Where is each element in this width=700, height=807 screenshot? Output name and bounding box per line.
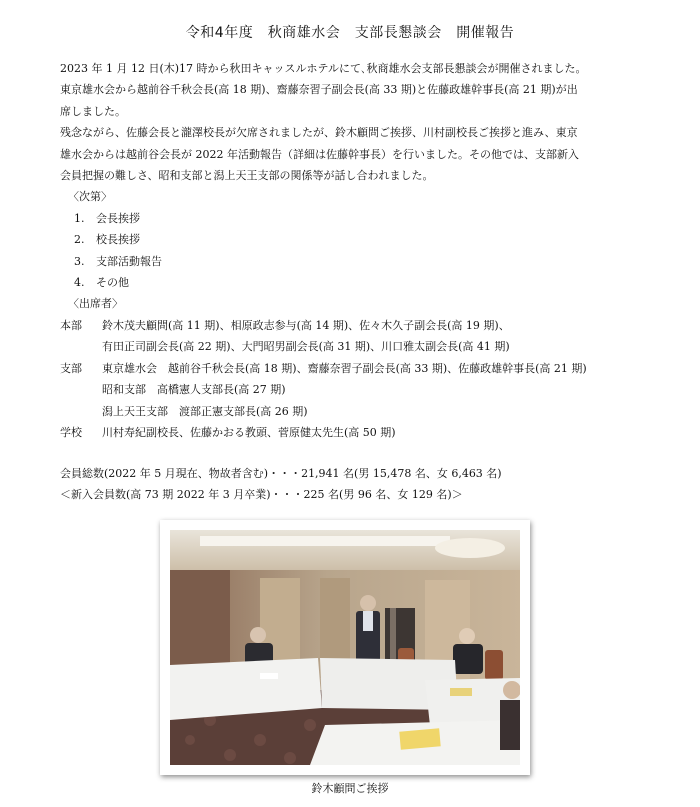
paragraph-line-1: 2023 年 1 月 12 日(木)17 時から秋田キャッスルホテルにて､秋商雄水会支部長懇談会が開催されました。 bbox=[60, 62, 587, 75]
attendee-category: 学校 bbox=[60, 425, 82, 439]
agenda-number: 4. bbox=[74, 276, 85, 290]
attendee-line: 有田正司副会長(高 22 期)、大門昭男副会長(高 31 期)、川口雅太副会長(高 41 期) bbox=[102, 340, 510, 354]
attendee-row-gakko bbox=[60, 422, 660, 443]
membership-stats bbox=[60, 463, 660, 505]
attendee-line: 昭和支部 高橋憲人支部長(高 27 期) bbox=[102, 383, 286, 397]
page-title: 令和4年度 秋商雄水会 支部長懇談会 開催報告 bbox=[185, 25, 515, 41]
paragraph-line-2: 東京雄水会から越前谷千秋会長(高 18 期)、齋藤奈習子副会長(高 33 期)と佐藤政雄幹事長(高 21 期)が出 bbox=[60, 83, 578, 97]
attendee-row-shibu bbox=[60, 358, 660, 379]
attendees-heading: 〈出席者〉 bbox=[68, 297, 123, 311]
agenda-number: 1. bbox=[74, 211, 85, 225]
photo-caption: 鈴木顧問ご挨拶 bbox=[311, 782, 389, 795]
photo-frame bbox=[160, 520, 530, 775]
agenda-number: 3. bbox=[74, 254, 85, 268]
agenda-item bbox=[60, 208, 660, 229]
attendee-category: 本部 bbox=[60, 318, 82, 332]
attendee-line: 潟上天王支部 渡部正憲支部長(高 26 期) bbox=[102, 404, 308, 418]
paragraph-line-3: 席しました。 bbox=[60, 104, 126, 118]
agenda-item bbox=[60, 229, 660, 250]
attendee-line: 川村寿紀副校長、佐藤かおる教頭、菅原健太先生(高 50 期) bbox=[102, 425, 396, 439]
attendee-line: 鈴木茂夫顧問(高 11 期)、相原政志参与(高 14 期)、佐々木久子副会長(高 19 期)、 bbox=[102, 318, 510, 332]
agenda-heading: 〈次第〉 bbox=[68, 190, 112, 204]
attendee-line: 東京雄水会 越前谷千秋会長(高 18 期)、齋藤奈習子副会長(高 33 期)、佐藤政雄幹事長(高 21 期) bbox=[102, 361, 587, 375]
attendee-row-honbu bbox=[60, 315, 660, 336]
agenda-label: 支部活動報告 bbox=[96, 254, 162, 268]
meeting-photo bbox=[170, 530, 520, 765]
report-body bbox=[60, 58, 660, 443]
agenda-label: 会長挨拶 bbox=[96, 211, 140, 225]
agenda-label: その他 bbox=[96, 276, 129, 290]
members-total: 会員総数(2022 年 5 月現在、物故者含む)・・・21,941 名(男 15,478 名、女 6,463 名) bbox=[60, 467, 502, 480]
attendee-category: 支部 bbox=[60, 361, 82, 375]
agenda-label: 校長挨拶 bbox=[96, 233, 140, 247]
members-new: ＜新入会員数(高 73 期 2022 年 3 月卒業)・・・225 名(男 96 名、女 129 名)＞ bbox=[60, 488, 463, 501]
paragraph-line-5: 雄水会からは越前谷会長が 2022 年活動報告（詳細は佐藤幹事長）を行いました。その他では、支部新入 bbox=[60, 147, 579, 161]
paragraph-line-4: 残念ながら、佐藤会長と瀧澤校長が欠席されましたが、鈴木顧問ご挨拶、川村副校長ご挨拶と進み、東京 bbox=[60, 126, 578, 140]
paragraph-line-6: 会員把握の難しさ、昭和支部と潟上天王支部の関係等が話し合われました。 bbox=[60, 169, 434, 183]
agenda-number: 2. bbox=[74, 233, 85, 247]
agenda-item bbox=[60, 272, 660, 293]
meeting-photo-illustration bbox=[170, 530, 520, 765]
agenda-item bbox=[60, 251, 660, 272]
